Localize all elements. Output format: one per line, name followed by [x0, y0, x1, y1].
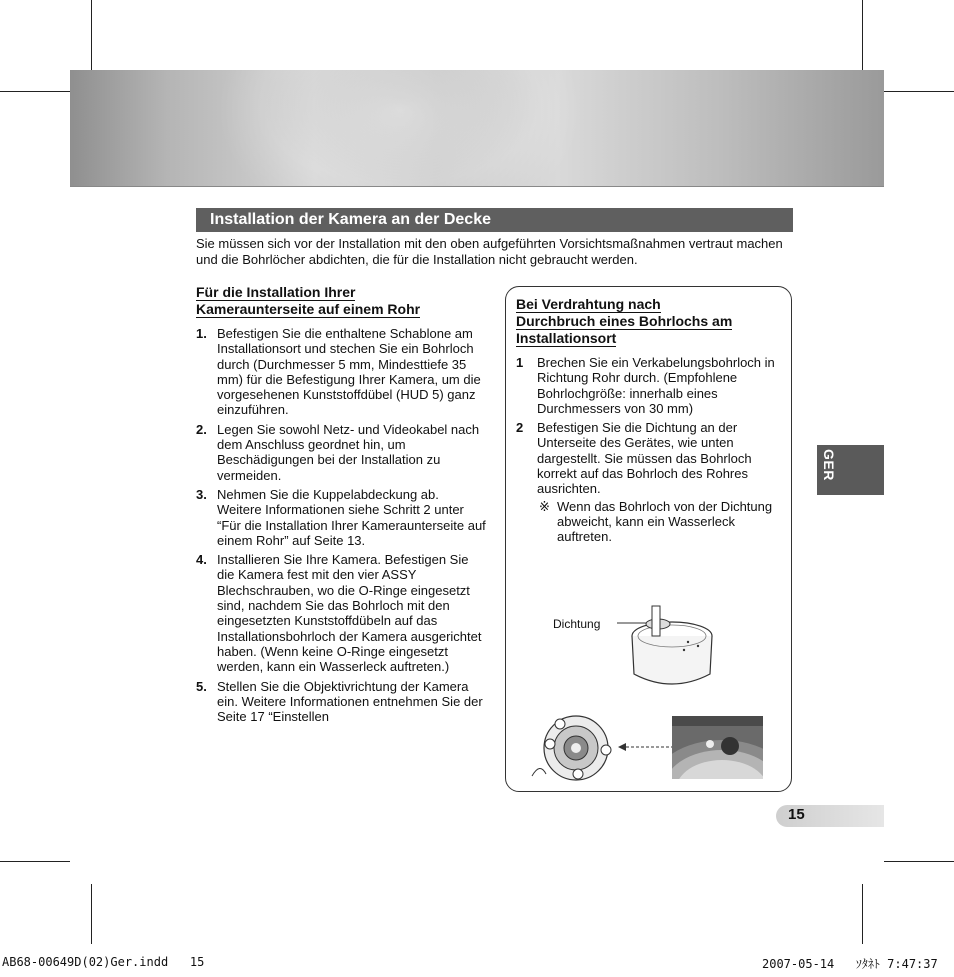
step-text: Nehmen Sie die Kuppelabdeckung ab. Weitere Informationen siehe Schritt 2 unter “Für die Installation Ihrer Kameraunterseite auf einem Rohr” auf Seite 13. [217, 486, 486, 548]
list-item [516, 355, 784, 416]
step-number: 1 [516, 355, 524, 370]
gasket-illustration [612, 602, 722, 694]
crop-mark [884, 91, 954, 92]
language-tab [817, 445, 884, 495]
right-heading-line2: Durchbruch eines Bohrlochs am [516, 313, 733, 329]
step-number: 5. [196, 678, 207, 694]
crop-mark [91, 0, 92, 70]
right-heading-line1: Bei Verdrahtung nach [516, 296, 661, 312]
step-number: 2. [196, 421, 207, 437]
note-mark-icon: ※ [539, 498, 550, 514]
step-number: 4. [196, 552, 207, 568]
step-number: 3. [196, 486, 207, 502]
list-item [196, 326, 486, 418]
note-text: Wenn das Bohrloch von der Dichtung abweicht, kann ein Wasserleck auftreten. [557, 498, 773, 545]
right-heading [516, 296, 786, 347]
list-item [196, 487, 486, 548]
header-banner-image [70, 70, 884, 187]
step-text: Stellen Sie die Objektivrichtung der Kamera ein. Weitere Informationen entnehmen Sie der Seite 17 “Einstellen [217, 678, 483, 725]
list-item [196, 679, 486, 725]
figure-label-dichtung: Dichtung [553, 617, 601, 631]
camera-base-illustration [528, 714, 620, 788]
footer-timestamp: 2007-05-14 ｿﾀﾈﾄ 7:47:37 [762, 957, 938, 971]
left-heading-line2: Kameraunterseite auf einem Rohr [196, 301, 421, 317]
crop-mark [862, 0, 863, 70]
section-intro: Sie müssen sich vor der Installation mit den oben aufgeführten Vorsichtsmaßnahmen vertraut machen und die Bohrlöcher abdichten, die für die Installation nicht gebraucht werden. [196, 236, 783, 267]
crop-mark [884, 861, 954, 862]
list-item [196, 422, 486, 483]
footer-file-info: AB68-00649D(02)Ger.indd 15 [2, 955, 205, 969]
step-text: Installieren Sie Ihre Kamera. Befestigen Sie die Kamera fest mit den vier ASSY Blechschrauben, wo die O-Ringe eingesetzt sind, nachdem Sie das Bohrloch mit den eingesetzten Kunststoffdübeln auf das Installationsbohrloch der Kamera ausgerichtet haben. (Wenn keine O-Ringe eingesetzt werden, kann ein Wasserleck auftreten.) [217, 552, 482, 675]
crop-mark [0, 91, 70, 92]
language-tab-label: GER [821, 449, 837, 481]
step-number: 2 [516, 420, 524, 436]
left-heading-line1: Für die Installation Ihrer [196, 284, 356, 300]
page-number-badge [776, 805, 884, 827]
left-heading [196, 284, 466, 318]
step-text: Befestigen Sie die enthaltene Schablone am Installationsort und stechen Sie ein Bohrloch durch (Durchmesser 5 mm, Mindesttiefe 35 mm) für die Befestigung Ihrer Kamera, um die vorgesehenen Kunststoffdübel (HUD 5) ganz einzuführen. [217, 326, 481, 418]
crop-mark [0, 861, 70, 862]
page-number: 15 [788, 806, 805, 823]
right-steps-list [516, 355, 784, 549]
right-heading-line3: Installationsort [516, 330, 617, 346]
step-text: Befestigen Sie die Dichtung an der Unterseite des Gerätes, wie unten dargestellt. Sie müssen das Bohrloch korrekt auf das Bohrloch des Rohres ausrichten. [537, 420, 752, 497]
banner-divider [70, 186, 884, 187]
step-text: Brechen Sie ein Verkabelungsbohrloch in Richtung Rohr durch. (Empfohlene Bohrlochgröße: innerhalb eines Durchmessers von 30 mm) [537, 355, 775, 416]
step-text: Legen Sie sowohl Netz- und Videokabel nach dem Anschluss geordnet hin, um Beschädigungen bei der Installation zu vermeiden. [217, 421, 480, 483]
list-item [196, 552, 486, 674]
section-title: Installation der Kamera an der Decke [196, 208, 793, 232]
gasket-photo [672, 716, 763, 779]
step-number: 1. [196, 326, 207, 341]
crop-mark [862, 884, 863, 944]
list-item [516, 420, 784, 544]
crop-mark [91, 884, 92, 944]
left-steps-list [196, 326, 486, 728]
warning-note [537, 499, 784, 545]
